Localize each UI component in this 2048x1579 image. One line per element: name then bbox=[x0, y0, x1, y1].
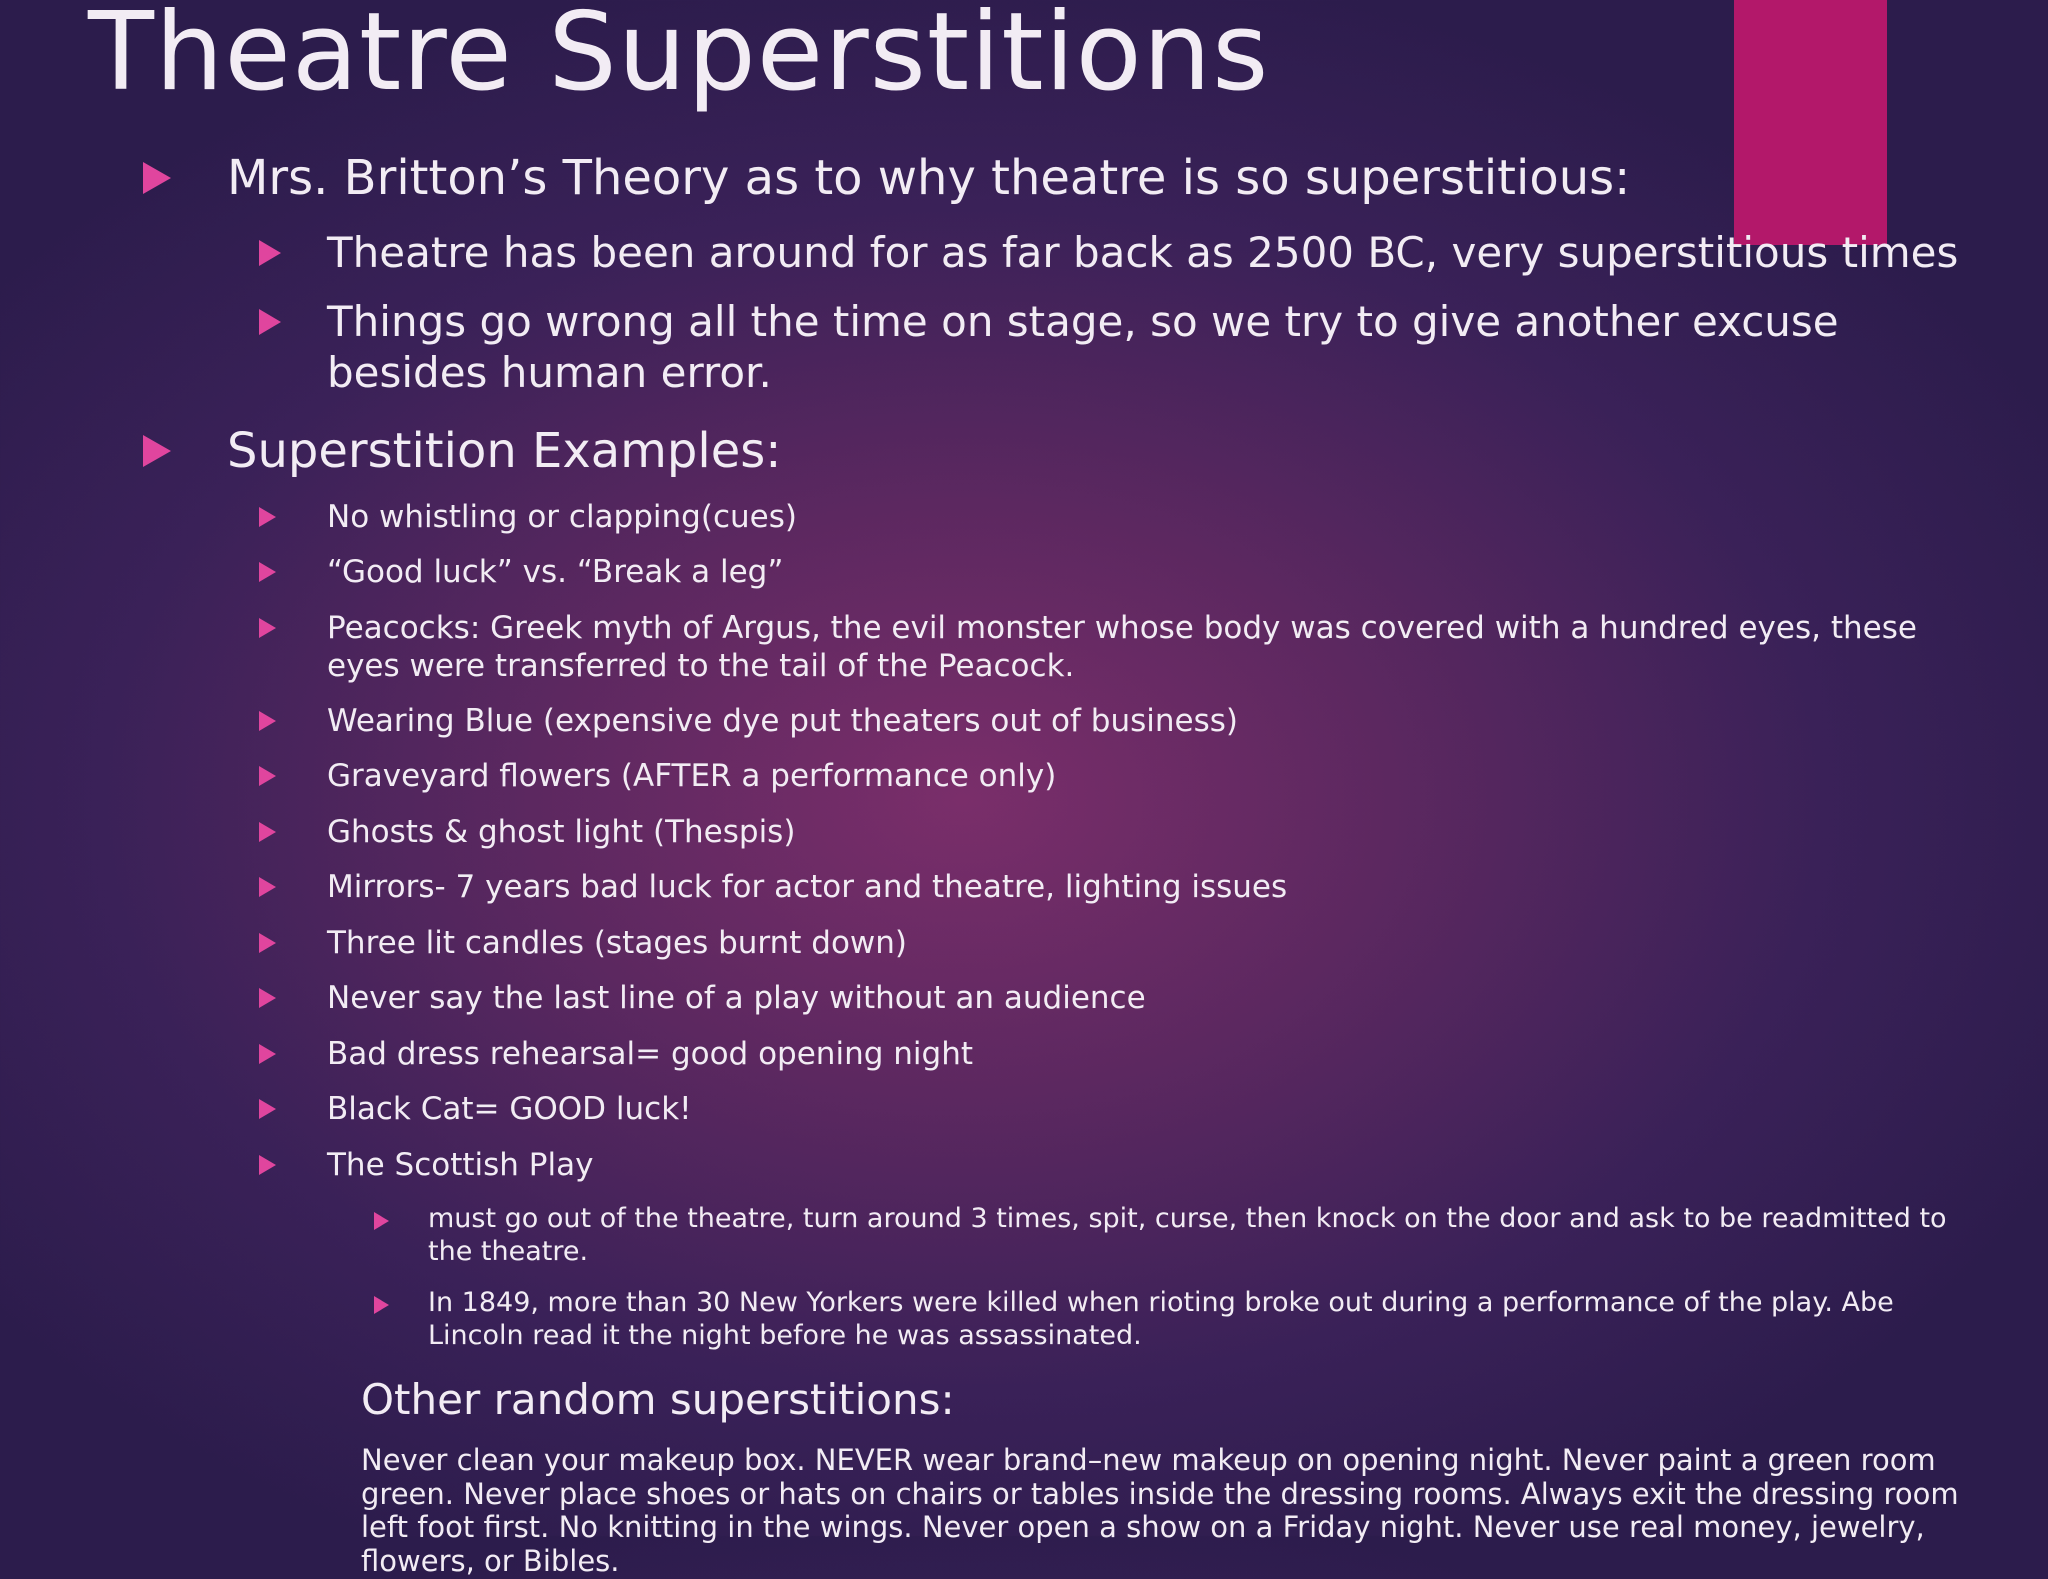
theory-point: Things go wrong all the time on stage, so we try to give another excuse besides human error. bbox=[327, 297, 1839, 398]
bullet-icon bbox=[259, 1099, 276, 1119]
bullet-icon bbox=[259, 822, 276, 842]
other-heading: Other random superstitions: bbox=[361, 1375, 955, 1424]
bullet-icon bbox=[259, 562, 276, 582]
example-item: Three lit candles (stages burnt down) bbox=[327, 925, 908, 961]
bullet-icon bbox=[259, 309, 281, 335]
scottish-point: must go out of the theatre, turn around 3 times, spit, curse, then knock on the door and ask to be readmitted to the theatre. bbox=[428, 1203, 1947, 1267]
theory-heading: Mrs. Britton’s Theory as to why theatre is so superstitious: bbox=[227, 150, 1631, 206]
bullet-icon bbox=[143, 435, 171, 467]
bullet-icon bbox=[259, 711, 276, 731]
bullet-icon bbox=[259, 933, 276, 953]
slide-title: Theatre Superstitions bbox=[88, 0, 1270, 115]
example-item: No whistling or clapping(cues) bbox=[327, 499, 797, 535]
example-item: Never say the last line of a play without an audience bbox=[327, 980, 1146, 1016]
bullet-icon bbox=[259, 988, 276, 1008]
example-item: The Scottish Play bbox=[327, 1147, 594, 1183]
bullet-icon bbox=[374, 1212, 389, 1230]
accent-bar bbox=[1734, 0, 1887, 245]
scottish-point: In 1849, more than 30 New Yorkers were killed when rioting broke out during a performance of the play. Abe Lincoln read it the night before he was assassinated. bbox=[428, 1287, 1894, 1351]
examples-heading: Superstition Examples: bbox=[227, 423, 782, 479]
bullet-icon bbox=[259, 507, 276, 527]
example-item: Wearing Blue (expensive dye put theaters out of business) bbox=[327, 703, 1238, 739]
bullet-icon bbox=[259, 1044, 276, 1064]
bullet-icon bbox=[259, 766, 276, 786]
example-item: Ghosts & ghost light (Thespis) bbox=[327, 814, 796, 850]
theory-point: Theatre has been around for as far back as 2500 BC, very superstitious times bbox=[327, 228, 1959, 277]
bullet-icon bbox=[259, 618, 276, 638]
bullet-icon bbox=[374, 1296, 389, 1314]
example-item: Bad dress rehearsal= good opening night bbox=[327, 1036, 973, 1072]
bullet-icon bbox=[259, 240, 281, 266]
bullet-icon bbox=[259, 1155, 276, 1175]
bullet-icon bbox=[143, 162, 171, 194]
bullet-icon bbox=[259, 877, 276, 897]
example-item: Peacocks: Greek myth of Argus, the evil monster whose body was covered with a hundred eyes, these eyes were transferred to the tail of the Peacock. bbox=[327, 610, 1917, 684]
example-item: Black Cat= GOOD luck! bbox=[327, 1091, 692, 1127]
other-text: Never clean your makeup box. NEVER wear brand–new makeup on opening night. Never paint a green room green. Never place shoes or hats on chairs or tables inside the dressing rooms. Always exit the dressing room left foot first. No knitting in the wings. Never open a show on a Friday night. Never use real money, jewelry, flowers, or Bibles. bbox=[361, 1443, 1959, 1578]
example-item: Mirrors- 7 years bad luck for actor and theatre, lighting issues bbox=[327, 869, 1288, 905]
example-item: “Good luck” vs. “Break a leg” bbox=[327, 554, 784, 590]
example-item: Graveyard flowers (AFTER a performance only) bbox=[327, 758, 1057, 794]
